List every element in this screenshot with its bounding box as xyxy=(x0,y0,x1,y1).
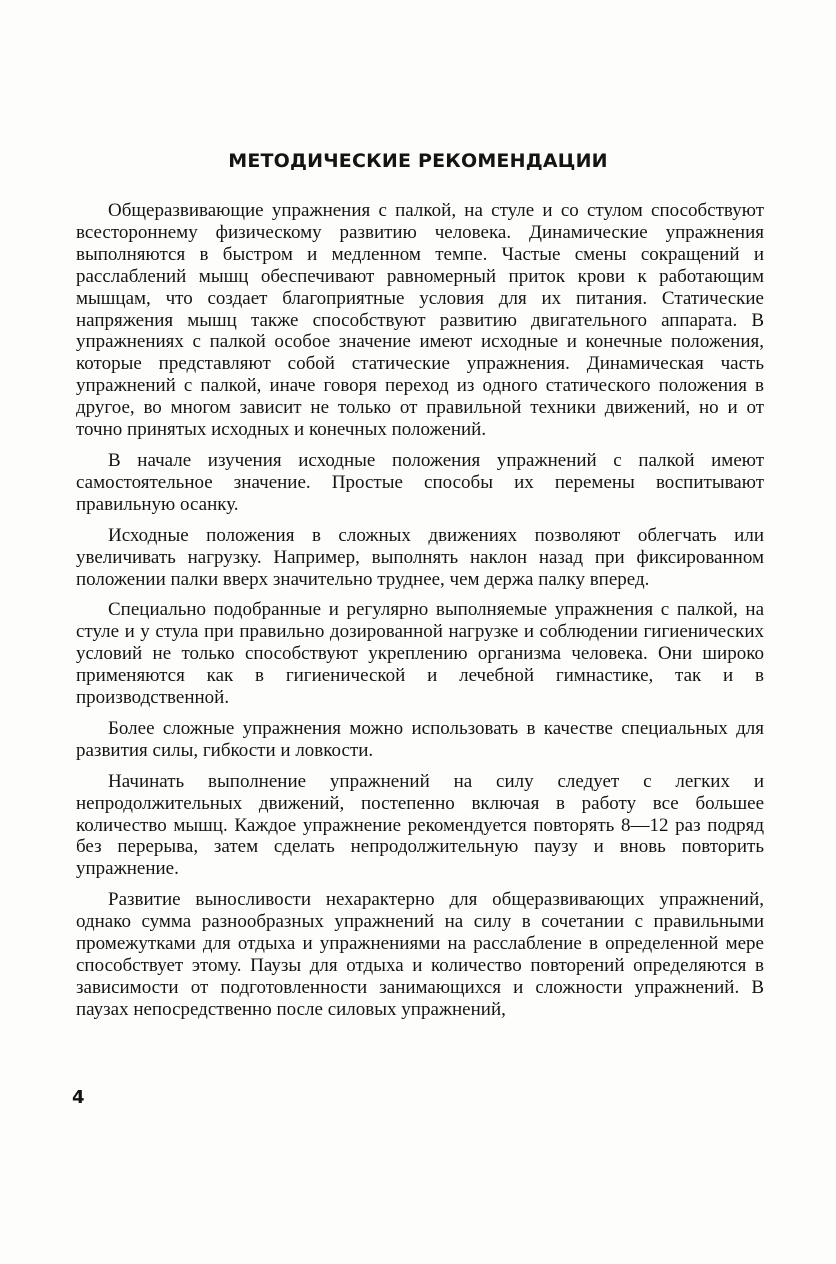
page-number: 4 xyxy=(72,1087,85,1108)
paragraph-1: Общеразвивающие упражнения с палкой, на стуле и со стулом способствуют всестороннему физическому развитию человека. Динамические упражнения выполняются в быстром и медленном темпе. Частые смены сокращений и расслаблений мышц обеспечивают равномерный приток крови к работающим мышцам, что создает благоприятные условия для их питания. Статические напряжения мышц также способствуют развитию двигательного аппарата. В упражнениях с палкой особое значение имеют исходные и конечные положения, которые представляют собой статические упражнения. Динамическая часть упражнений с палкой, иначе говоря переход из одного статического положения в другое, во многом зависит не только от правильной техники движений, но и от точно принятых исходных и конечных положений. xyxy=(76,200,764,441)
paragraph-3: Исходные положения в сложных движениях позволяют облегчать или увеличивать нагрузку. Например, выполнять наклон назад при фиксированном положении палки вверх значительно труднее, чем держа палку вперед. xyxy=(76,524,764,590)
paragraph-5: Более сложные упражнения можно использовать в качестве специальных для развития силы, гибкости и ловкости. xyxy=(76,717,764,761)
paragraph-2: В начале изучения исходные положения упражнений с палкой имеют самостоятельное значение. Простые способы их перемены воспитывают правильную осанку. xyxy=(76,449,764,515)
page-title: МЕТОДИЧЕСКИЕ РЕКОМЕНДАЦИИ xyxy=(228,150,608,172)
paragraph-6: Начинать выполнение упражнений на силу следует с легких и непродолжительных движений, постепенно включая в работу все большее количество мышц. Каждое упражнение рекомендуется повторять 8—12 раз подряд без перерыва, затем сделать непродолжительную паузу и вновь повторить упражнение. xyxy=(76,770,764,880)
paragraph-7: Развитие выносливости нехарактерно для общеразвивающих упражнений, однако сумма разнообразных упражнений на силу в сочетании с правильными промежутками для отдыха и упражнениями на расслабление в определенной мере способствует этому. Паузы для отдыха и количество повторений определяются в зависимости от подготовленности занимающихся и сложности упражнений. В паузах непосредственно после силовых упражнений, xyxy=(76,889,764,1020)
paragraph-4: Специально подобранные и регулярно выполняемые упражнения с палкой, на стуле и у стула при правильно дозированной нагрузке и соблюдении гигиенических условий не только способствуют укреплению организма человека. Они широко применяются как в гигиенической и лечебной гимнастике, так и в производственной. xyxy=(76,599,764,709)
body-text xyxy=(76,200,764,1030)
